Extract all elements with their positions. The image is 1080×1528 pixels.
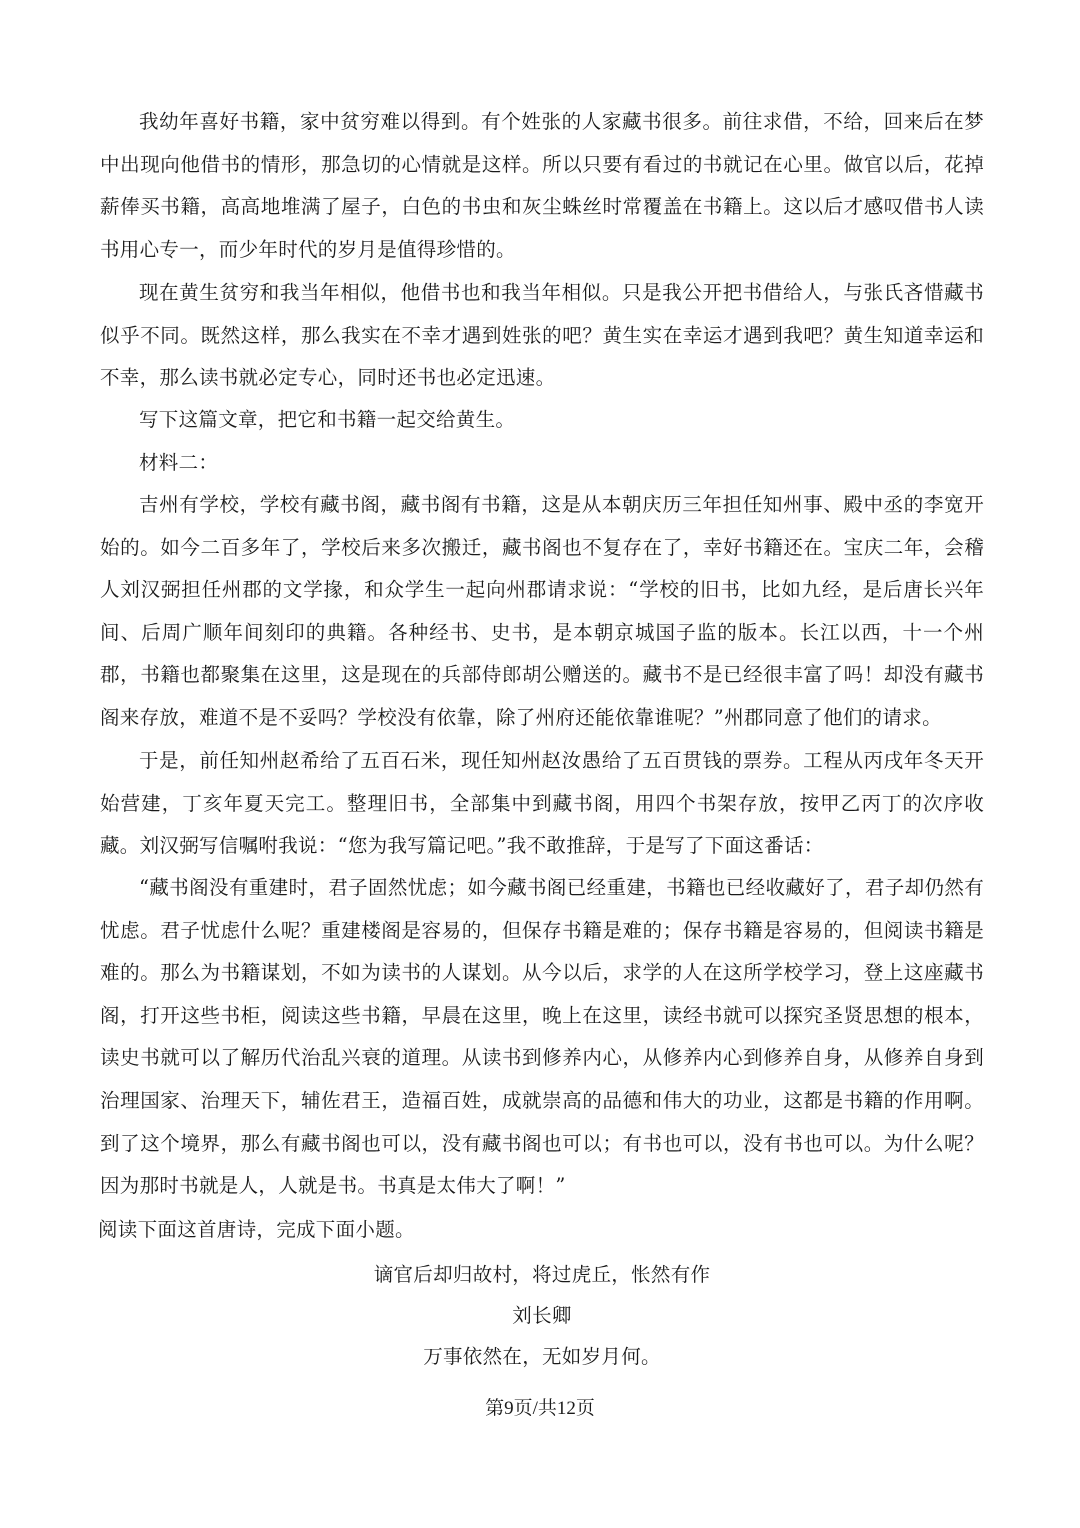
question-instruction: 阅读下面这首唐诗，完成下面小题。 [98, 1218, 415, 1241]
poem-line: 万事依然在，无如岁月何。 [423, 1345, 661, 1368]
paragraph-2: 现在黄生贫穷和我当年相似，他借书也和我当年相似。只是我公开把书借给人，与张氏吝惜藏书似乎不同。既然这样，那么我实在不幸才遇到姓张的吧？黄生实在幸运才遇到我吧？黄生知道幸运和不幸，那么读书就必定专心，同时还书也必定迅速。 [100, 281, 984, 390]
paragraph-3: 写下这篇文章，把它和书籍一起交给黄生。 [139, 408, 516, 431]
paragraph-6: “藏书阁没有重建时，君子固然忧虑；如今藏书阁已经重建，书籍也已经收藏好了，君子却仍然有忧虑。君子忧虑什么呢？重建楼阁是容易的，但保存书籍是难的；保存书籍是容易的，但阅读书籍是难的。那么为书籍谋划，不如为读书的人谋划。从今以后，求学的人在这所学校学习，登上这座藏书阁，打开这些书柜，阅读这些书籍，早晨在这里，晚上在这里，读经书就可以探究圣贤思想的根本，读史书就可以了解历代治乱兴衰的道理。从读书到修养内心，从修养内心到修养自身，从修养自身到治理国家、治理天下，辅佐君王，造福百姓，成就崇高的品德和伟大的功业，这都是书籍的作用啊。到了这个境界，那么有藏书阁也可以，没有藏书阁也可以；有书也可以，没有书也可以。为什么呢？因为那时书就是人，人就是书。书真是太伟大了啊！” [100, 876, 984, 1198]
poem-title: 谪官后却归故村，将过虎丘，怅然有作 [373, 1263, 711, 1286]
section-heading-material-2: 材料二： [139, 451, 219, 474]
paragraph-4: 吉州有学校，学校有藏书阁，藏书阁有书籍，这是从本朝庆历三年担任知州事、殿中丞的李宽开始的。如今二百多年了，学校后来多次搬迁，藏书阁也不复存在了，幸好书籍还在。宝庆二年，会稽人刘汉弼担任州郡的文学掾，和众学生一起向州郡请求说：“学校的旧书，比如九经，是后唐长兴年间、后周广顺年间刻印的典籍。各种经书、史书，是本朝京城国子监的版本。长江以西，十一个州郡，书籍也都聚集在这里，这是现在的兵部侍郎胡公赠送的。藏书不是已经很丰富了吗！却没有藏书阁来存放，难道不是不妥吗？学校没有依靠，除了州府还能依靠谁呢？”州郡同意了他们的请求。 [100, 493, 984, 729]
page-number: 第9页/共12页 [485, 1398, 595, 1419]
poem-author: 刘长卿 [512, 1304, 572, 1327]
paragraph-5: 于是，前任知州赵希给了五百石米，现任知州赵汝愚给了五百贯钱的票券。工程从丙戌年冬天开始营建，丁亥年夏天完工。整理旧书，全部集中到藏书阁，用四个书架存放，按甲乙丙丁的次序收藏。刘汉弼写信嘱咐我说：“您为我写篇记吧。”我不敢推辞，于是写了下面这番话： [100, 749, 984, 858]
paragraph-1: 我幼年喜好书籍，家中贫穷难以得到。有个姓张的人家藏书很多。前往求借，不给，回来后在梦中出现向他借书的情形，那急切的心情就是这样。所以只要有看过的书就记在心里。做官以后，花掉薪俸买书籍，高高地堆满了屋子，白色的书虫和灰尘蛛丝时常覆盖在书籍上。这以后才感叹借书人读书用心专一，而少年时代的岁月是值得珍惜的。 [100, 110, 984, 261]
